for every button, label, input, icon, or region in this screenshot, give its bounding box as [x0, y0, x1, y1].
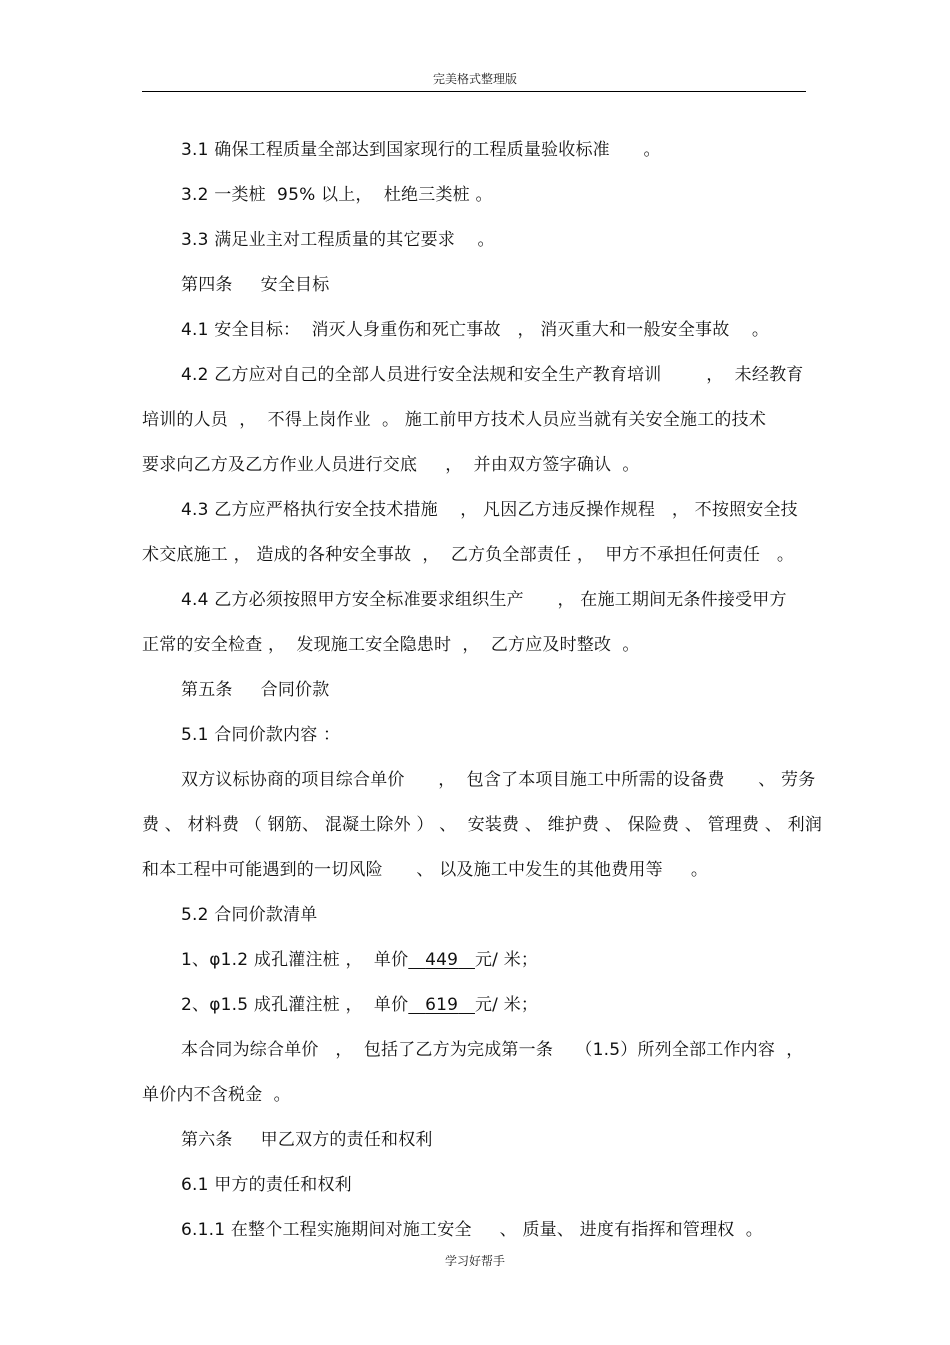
- clause-6-1-1: 6.1.1 在整个工程实施期间对施工安全 、 质量、 进度有指挥和管理权 。: [181, 1220, 763, 1240]
- clause-3-2: 3.2 一类桩 95% 以上， 杜绝三类桩 。: [181, 185, 493, 205]
- price-item-label: 1、φ1.2 成孔灌注桩 ， 单价: [181, 950, 409, 970]
- page-footer: 学习好帮手: [444, 1254, 505, 1268]
- price-item-unit: 元/ 米；: [474, 950, 539, 970]
- article-5-heading: 第五条 合同价款: [181, 680, 330, 700]
- unit-price-note-line-1: 本合同为综合单价 ， 包括了乙方为完成第一条 （1.5）所列全部工作内容 ，: [181, 1040, 804, 1060]
- clause-5-2: 5.2 合同价款清单: [181, 905, 318, 925]
- clause-5-1: 5.1 合同价款内容 ：: [181, 725, 341, 745]
- price-item-value: 449: [425, 950, 459, 970]
- clause-4-2-line-1: 4.2 乙方应对自己的全部人员进行安全法规和安全生产教育培训 ， 未经教育: [181, 365, 804, 385]
- header-rule: [142, 91, 806, 92]
- price-item-unit: 元/ 米；: [474, 995, 539, 1015]
- price-content-line-3: 和本工程中可能遇到的一切风险 、 以及施工中发生的其他费用等 。: [142, 860, 709, 880]
- price-content-line-1: 双方议标协商的项目综合单价 ， 包含了本项目施工中所需的设备费 、 劳务: [181, 770, 816, 790]
- article-6-heading: 第六条 甲乙双方的责任和权利: [181, 1130, 433, 1150]
- clause-4-3-line-2: 术交底施工 ， 造成的各种安全事故 ， 乙方负全部责任 ， 甲方不承担任何责任 。: [142, 545, 795, 565]
- clause-4-1: 4.1 安全目标： 消灭人身重伤和死亡事故 ， 消灭重大和一般安全事故 。: [181, 320, 770, 340]
- clause-3-1: 3.1 确保工程质量全部达到国家现行的工程质量验收标准 。: [181, 140, 661, 160]
- clause-4-3-line-1: 4.3 乙方应严格执行安全技术措施 ， 凡因乙方违反操作规程 ， 不按照安全技: [181, 500, 798, 520]
- clause-4-4-line-2: 正常的安全检查 ， 发现施工安全隐患时 ， 乙方应及时整改 。: [142, 635, 640, 655]
- clause-4-4-line-1: 4.4 乙方必须按照甲方安全标准要求组织生产 ， 在施工期间无条件接受甲方: [181, 590, 787, 610]
- price-content-line-2: 费 、 材料费 （ 钢筋、 混凝土除外 ） 、 安装费 、 维护费 、 保险费 、 管理费 、 利润: [142, 815, 823, 835]
- clause-6-1: 6.1 甲方的责任和权利: [181, 1175, 352, 1195]
- price-item-value: 619: [425, 995, 459, 1015]
- page-header: 完美格式整理版: [432, 72, 517, 86]
- article-4-heading: 第四条 安全目标: [181, 275, 330, 295]
- clause-4-2-line-2: 培训的人员 ， 不得上岗作业 。 施工前甲方技术人员应当就有关安全施工的技术: [142, 410, 767, 430]
- unit-price-note-line-2: 单价内不含税金 。: [142, 1085, 291, 1105]
- clause-3-3: 3.3 满足业主对工程质量的其它要求 。: [181, 230, 495, 250]
- price-item-2: [142, 983, 810, 1028]
- price-item-1: [142, 938, 810, 983]
- document-body: [142, 128, 823, 1253]
- clause-4-2-line-3: 要求向乙方及乙方作业人员进行交底 ， 并由双方签字确认 。: [142, 455, 640, 475]
- price-item-label: 2、φ1.5 成孔灌注桩 ， 单价: [181, 995, 409, 1015]
